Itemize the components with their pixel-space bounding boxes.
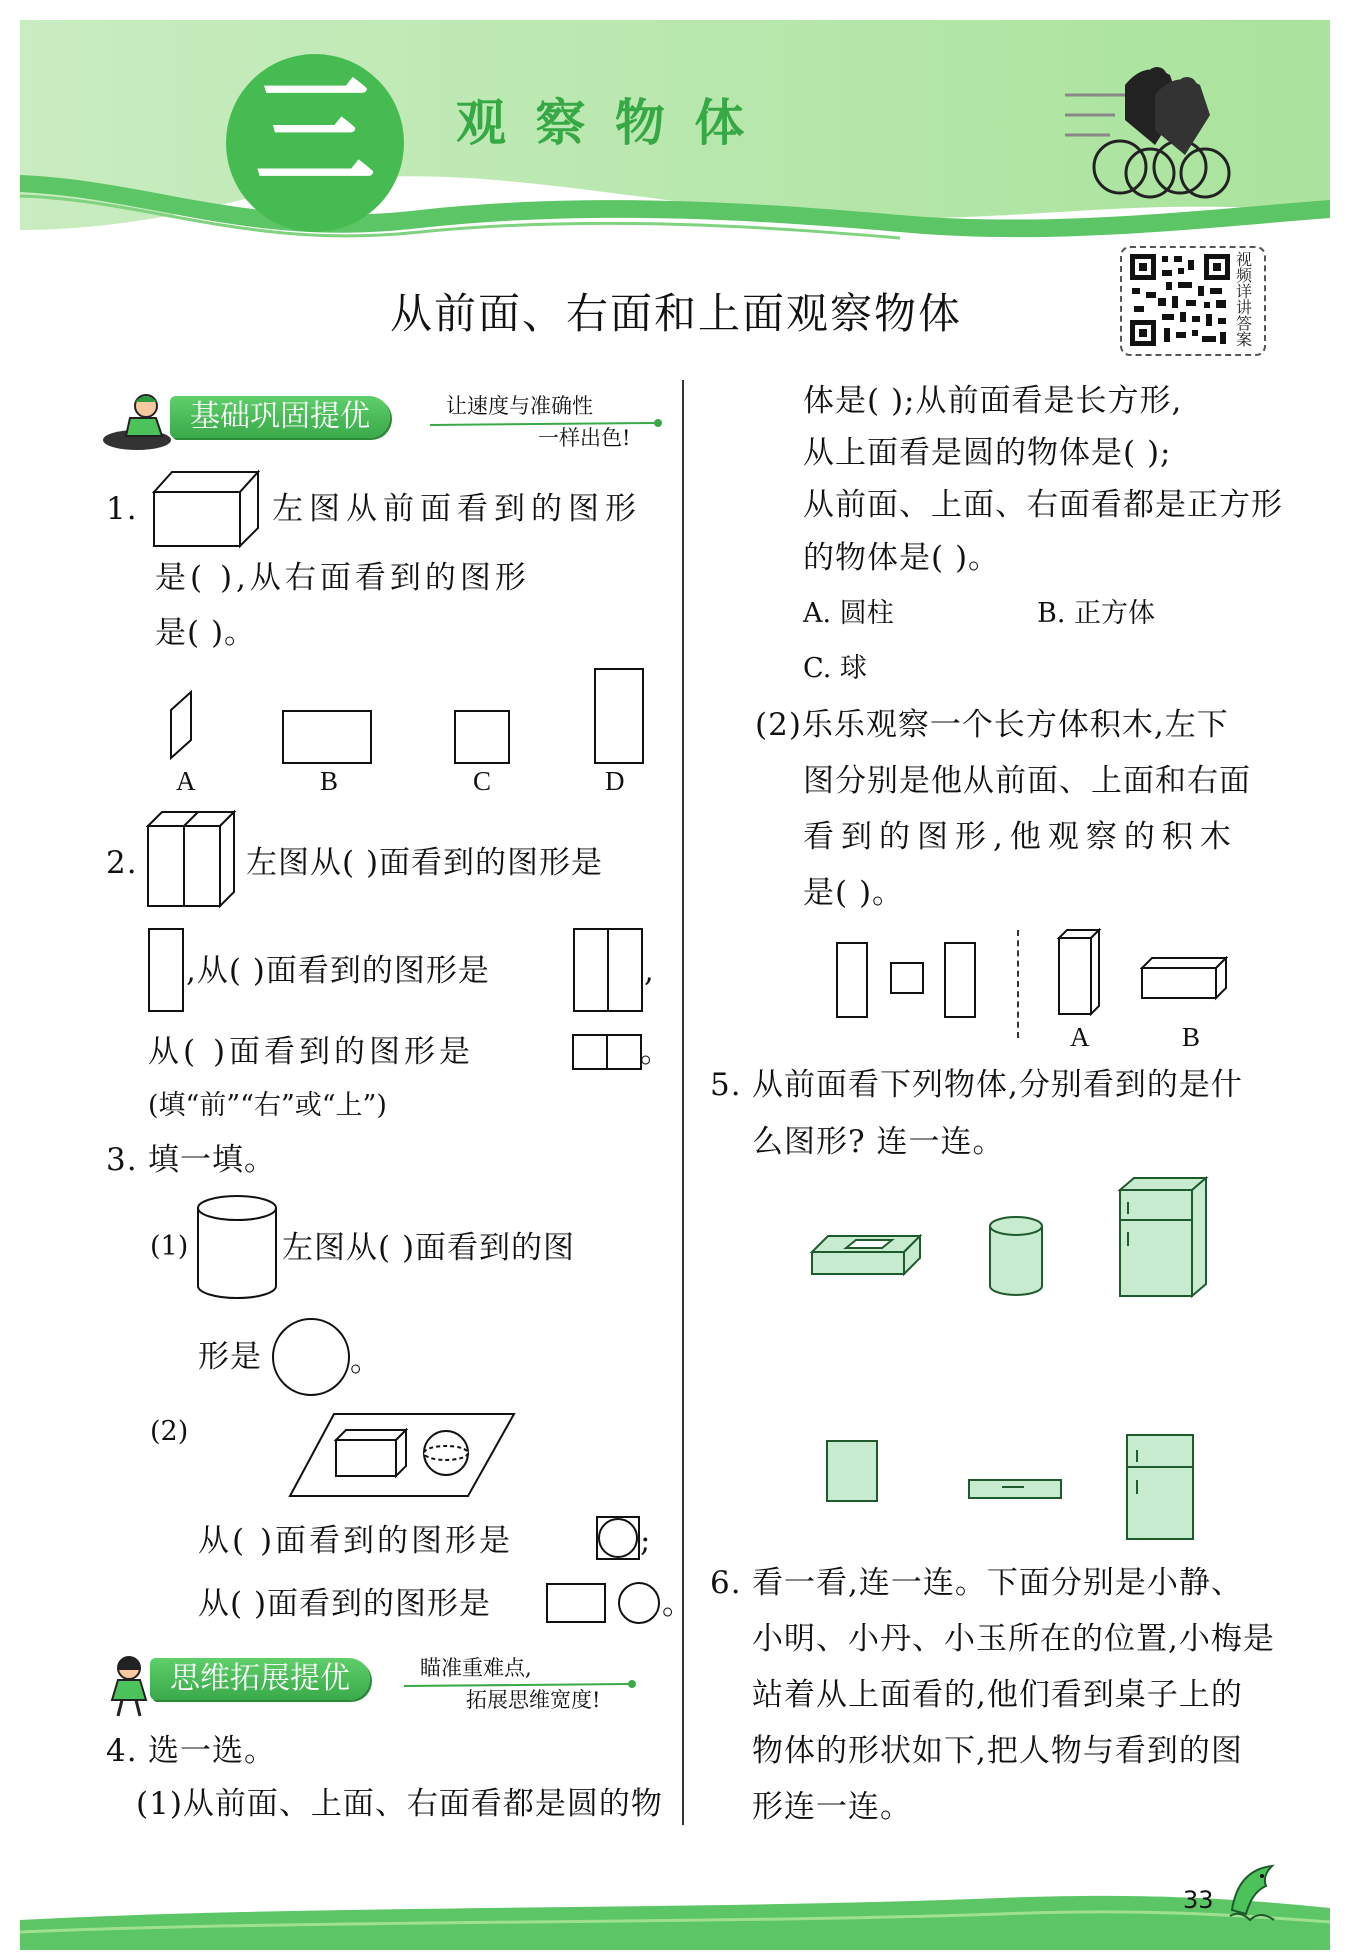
q4-number: 4. <box>106 1733 138 1769</box>
q5-line2: 么图形? 连一连。 <box>752 1124 1005 1160</box>
q1-option-a-label: A <box>176 766 196 796</box>
chapter-title: 观 察 物 体 <box>456 94 751 152</box>
q2-line3: 从( )面看到的图形是 <box>148 1034 475 1070</box>
slogan-underline <box>430 417 670 429</box>
q3-circle-shape <box>272 1318 350 1396</box>
boy-mascot-icon <box>102 392 172 452</box>
q4-p2-line4: 是( )。 <box>803 875 905 911</box>
q4-p1-line3: 从上面看是圆的物体是( ); <box>803 435 1172 471</box>
badge-basic-slogan1: 让速度与准确性 <box>446 394 593 418</box>
q6-number: 6. <box>710 1565 742 1601</box>
q4-option-a-figure <box>1057 928 1103 1018</box>
badge-basic: 基础巩固提优 <box>170 396 390 438</box>
dolphin-icon <box>1222 1860 1282 1930</box>
q4-p2-line1: (2)乐乐观察一个长方体积木,左下 <box>755 707 1229 743</box>
q3-p2-line2: 从( )面看到的图形是 <box>198 1586 492 1622</box>
footer-wave <box>0 1880 1350 1960</box>
q4-view-right <box>944 942 976 1018</box>
q5-answer-fridge-front <box>1126 1434 1194 1540</box>
q1-number: 1. <box>106 491 138 527</box>
girl-mascot-icon <box>104 1654 154 1720</box>
q2-line2a: ,从( )面看到的图形是 <box>186 953 490 989</box>
q3-p2-rectangle-shape <box>546 1583 606 1623</box>
q4-p1-line2: 体是( );从前面看是长方形, <box>803 383 1183 419</box>
q1-option-d-shape <box>594 668 644 764</box>
q2-shape-tall-rect <box>148 928 184 1012</box>
badge-extend-slogan1: 瞄准重难点, <box>420 1656 532 1680</box>
q6-line2: 小明、小丹、小玉所在的位置,小梅是 <box>752 1621 1275 1657</box>
q3-p2-line1: 从( )面看到的图形是 <box>198 1523 514 1559</box>
q4-view-top <box>890 962 924 994</box>
q1-line1: 左图从前面看到的图形 <box>272 491 642 527</box>
q6-line4: 物体的形状如下,把人物与看到的图 <box>752 1733 1243 1769</box>
badge-extend-slogan2: 拓展思维宽度! <box>466 1688 601 1712</box>
badge-extend: 思维拓展提优 <box>150 1658 370 1700</box>
q3-title: 填一填。 <box>148 1142 276 1178</box>
qr-code-icon <box>1128 252 1232 348</box>
q3-p2-figure <box>288 1410 518 1500</box>
q1-option-a-shape <box>167 690 197 760</box>
q3-p1-line1: 左图从( )面看到的图 <box>282 1230 576 1266</box>
q4-title: 选一选。 <box>148 1733 276 1769</box>
slogan-underline-2 <box>404 1678 644 1690</box>
q2-shape-two-squares <box>572 1034 642 1070</box>
q4-option-b-label: B <box>1182 1022 1201 1052</box>
q4-p1-line4: 从前面、上面、右面看都是正方形 <box>803 487 1283 523</box>
q3-p2-line1end: ; <box>640 1523 652 1559</box>
q4-p2-line3: 看到的图形,他观察的积木 <box>803 819 1238 855</box>
q5-number: 5. <box>710 1067 742 1103</box>
q5-answer-square <box>826 1440 878 1502</box>
q4-option-a-label: A <box>1070 1022 1090 1052</box>
q6-line1: 看一看,连一连。下面分别是小静、 <box>752 1565 1243 1601</box>
q1-option-c-shape <box>454 710 510 764</box>
qr-label: 视频详讲答案 <box>1236 250 1253 349</box>
q4-dashed-divider <box>1017 930 1019 1038</box>
q2-line4: (填“前”“右”或“上”) <box>148 1090 387 1121</box>
q5-pencil-box <box>810 1234 924 1278</box>
q2-figure <box>146 810 238 910</box>
badge-basic-slogan2: 一样出色! <box>538 426 631 450</box>
q4-option-b-figure <box>1140 956 1230 1002</box>
q3-p2-circle-in-square <box>596 1516 640 1560</box>
section-title: 从前面、右面和上面观察物体 <box>390 289 963 338</box>
q1-option-c-label: C <box>473 766 492 796</box>
chapter-numeral: 三 <box>255 64 375 203</box>
q6-line3: 站着从上面看的,他们看到桌子上的 <box>752 1677 1243 1713</box>
q2-number: 2. <box>106 845 138 881</box>
q4-option-c: C. 球 <box>803 653 867 684</box>
q4-p2-line2: 图分别是他从前面、上面和右面 <box>803 763 1251 799</box>
q4-p1-line5: 的物体是( )。 <box>803 540 1001 576</box>
q1-option-d-label: D <box>605 766 625 796</box>
q2-line3end: 。 <box>640 1034 672 1070</box>
q4-view-front <box>836 942 868 1018</box>
cyclists-illustration <box>1065 55 1225 205</box>
q5-cylinder-cup <box>988 1214 1044 1298</box>
q3-p1-line2end: 。 <box>350 1343 382 1379</box>
q3-p2-circle-shape <box>618 1582 660 1624</box>
q4-p1-line1: (1)从前面、上面、右面看都是圆的物 <box>136 1786 663 1822</box>
q4-option-b: B. 正方体 <box>1037 598 1156 629</box>
q1-line3: 是( )。 <box>155 615 257 651</box>
q6-line5: 形连一连。 <box>752 1789 912 1825</box>
q1-option-b-shape <box>282 710 372 764</box>
q5-refrigerator <box>1118 1176 1210 1300</box>
q5-line1: 从前面看下列物体,分别看到的是什 <box>752 1067 1243 1103</box>
q5-answer-thin-rect <box>968 1479 1062 1499</box>
q3-p1-label: (1) <box>150 1231 189 1262</box>
q3-p1-line2: 形是 <box>198 1339 262 1375</box>
q1-line2: 是( ),从右面看到的图形 <box>155 560 530 596</box>
q3-cylinder-figure <box>196 1194 280 1300</box>
q3-number: 3. <box>106 1142 138 1178</box>
q1-cuboid-figure <box>152 470 262 550</box>
q3-p2-label: (2) <box>150 1416 189 1447</box>
q4-option-a: A. 圆柱 <box>803 598 894 629</box>
q2-line1: 左图从( )面看到的图形是 <box>246 845 604 881</box>
q2-shape-split-rect <box>573 928 643 1012</box>
page-number: 33 <box>1183 1886 1214 1914</box>
q3-p2-line2end: 。 <box>662 1586 694 1622</box>
q1-option-b-label: B <box>320 766 339 796</box>
q2-line2b: , <box>644 953 655 989</box>
